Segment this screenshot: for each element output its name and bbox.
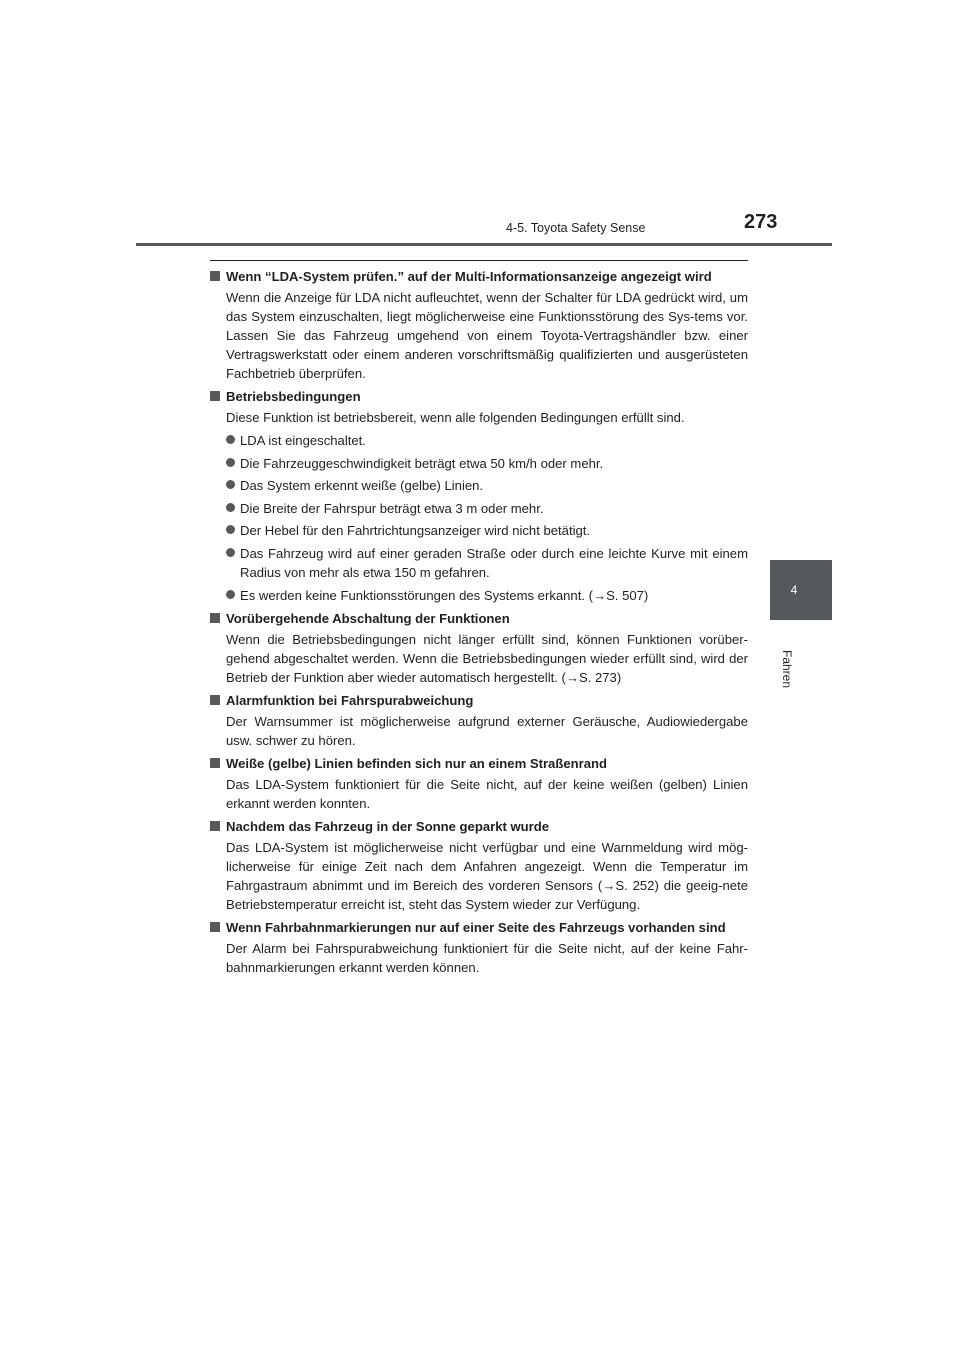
round-bullet-icon [226, 503, 235, 512]
list-item-text: Die Fahrzeuggeschwindigkeit beträgt etwa 50 km/h oder mehr. [240, 455, 604, 471]
section-title: Betriebsbedingungen [226, 389, 361, 404]
section-parked-in-sun [210, 817, 748, 914]
section-text: Wenn die Anzeige für LDA nicht aufleuchtet, wenn der Schalter für LDA gedrückt wird, um das System einzuschalten, liegt möglicherweise eine Funktionsstörung des Sys-tems vor. Lassen Sie das Fahrzeug umgehend von einem Toyota-Vertragshändler bzw. einer Vertragswerkstatt oder einem anderen vorschriftsmäßig qualifizierten und ausgerüsteten Fachbetrieb überprüfen. [226, 290, 748, 381]
square-bullet-icon [210, 922, 220, 932]
section-heading [210, 267, 748, 286]
section-title: Vorübergehende Abschaltung der Funktionen [226, 610, 510, 626]
section-heading [210, 754, 748, 773]
list-item-text: Die Breite der Fahrspur beträgt etwa 3 m oder mehr. [240, 500, 544, 516]
section-text: Das LDA-System funktioniert für die Seite nicht, auf der keine weißen (gelben) Linien erkannt werden konnten. [226, 776, 748, 811]
section-temporary-shutdown [210, 609, 748, 687]
chapter-tab-number: 4 [790, 583, 798, 597]
section-text: Diese Funktion ist betriebsbereit, wenn alle folgenden Bedingungen erfüllt sind. [226, 410, 685, 425]
list-item [210, 454, 748, 473]
list-item [210, 521, 748, 540]
square-bullet-icon [210, 821, 220, 831]
section-title: Wenn Fahrbahnmarkierungen nur auf einer Seite des Fahrzeugs vorhanden sind [226, 919, 726, 935]
header-rule [136, 243, 832, 246]
list-item [210, 476, 748, 495]
section-text: Wenn die Betriebsbedingungen nicht länger erfüllt sind, können Funktionen vorüber-gehend abgeschaltet werden. Wenn die Betriebsbedingungen wieder erfüllt sind, wird der Betrieb der Funktion aber wieder automatisch hergestellt. (→S. 273) [226, 631, 748, 685]
list-item-text: Es werden keine Funktionsstörungen des Systems erkannt. (→S. 507) [240, 587, 649, 603]
section-heading [210, 691, 748, 710]
section-markings-one-side [210, 918, 748, 977]
round-bullet-icon [226, 435, 235, 444]
section-title: Wenn “LDA-System prüfen.” auf der Multi-Informationsanzeige angezeigt wird [226, 269, 712, 284]
list-item [210, 499, 748, 518]
list-item-text: Das System erkennt weiße (gelbe) Linien. [240, 478, 484, 494]
section-heading [210, 387, 748, 406]
chapter-tab-label: Fahren [780, 650, 794, 689]
section-title: Weiße (gelbe) Linien befinden sich nur an einem Straßenrand [226, 755, 607, 771]
round-bullet-icon [226, 548, 235, 557]
square-bullet-icon [210, 695, 220, 705]
content-body [210, 267, 748, 981]
round-bullet-icon [226, 480, 235, 489]
list-item-text: Der Hebel für den Fahrtrichtungsanzeiger wird nicht betätigt. [240, 523, 591, 539]
round-bullet-icon [226, 525, 235, 534]
chapter-tab [770, 560, 832, 620]
section-title: Alarmfunktion bei Fahrspurabweichung [226, 692, 474, 708]
square-bullet-icon [210, 613, 220, 623]
list-item [210, 431, 748, 450]
section-lines-one-side [210, 754, 748, 813]
list-item [210, 544, 748, 582]
section-text: Der Warnsummer ist möglicherweise aufgrund externer Geräusche, Audiowiedergabe usw. schwer zu hören. [226, 713, 748, 748]
page-number: 273 [744, 211, 778, 233]
round-bullet-icon [226, 458, 235, 467]
round-bullet-icon [226, 590, 235, 599]
list-item-text: LDA ist eingeschaltet. [240, 433, 366, 448]
section-text: Das LDA-System ist möglicherweise nicht verfügbar und eine Warnmeldung wird mög-licherweise für einige Zeit nach dem Anfahren angezeigt. Wenn die Temperatur im Fahrgastraum abnimmt und im Bereich des vorderen Sensors (→S. 252) die geeig-nete Betriebstemperatur erreicht ist, steht das System wieder zur Verfügung. [226, 839, 748, 912]
square-bullet-icon [210, 391, 220, 401]
section-heading [210, 817, 748, 836]
section-heading [210, 918, 748, 937]
section-title: Nachdem das Fahrzeug in der Sonne geparkt wurde [226, 818, 550, 834]
list-item [210, 586, 748, 605]
list-item-text: Das Fahrzeug wird auf einer geraden Straße oder durch eine leichte Kurve mit einem Radius von mehr als etwa 150 m gefahren. [240, 545, 748, 580]
section-alarm-function [210, 691, 748, 750]
square-bullet-icon [210, 758, 220, 768]
content-top-rule [210, 260, 748, 261]
section-heading [210, 609, 748, 628]
square-bullet-icon [210, 271, 220, 281]
section-lda-check [210, 267, 748, 383]
running-header-section: 4-5. Toyota Safety Sense [506, 221, 646, 235]
section-text: Der Alarm bei Fahrspurabweichung funktioniert für die Seite nicht, auf der keine Fahr-bahnmarkierungen erkannt werden können. [226, 940, 748, 975]
section-operating-conditions [210, 387, 748, 605]
